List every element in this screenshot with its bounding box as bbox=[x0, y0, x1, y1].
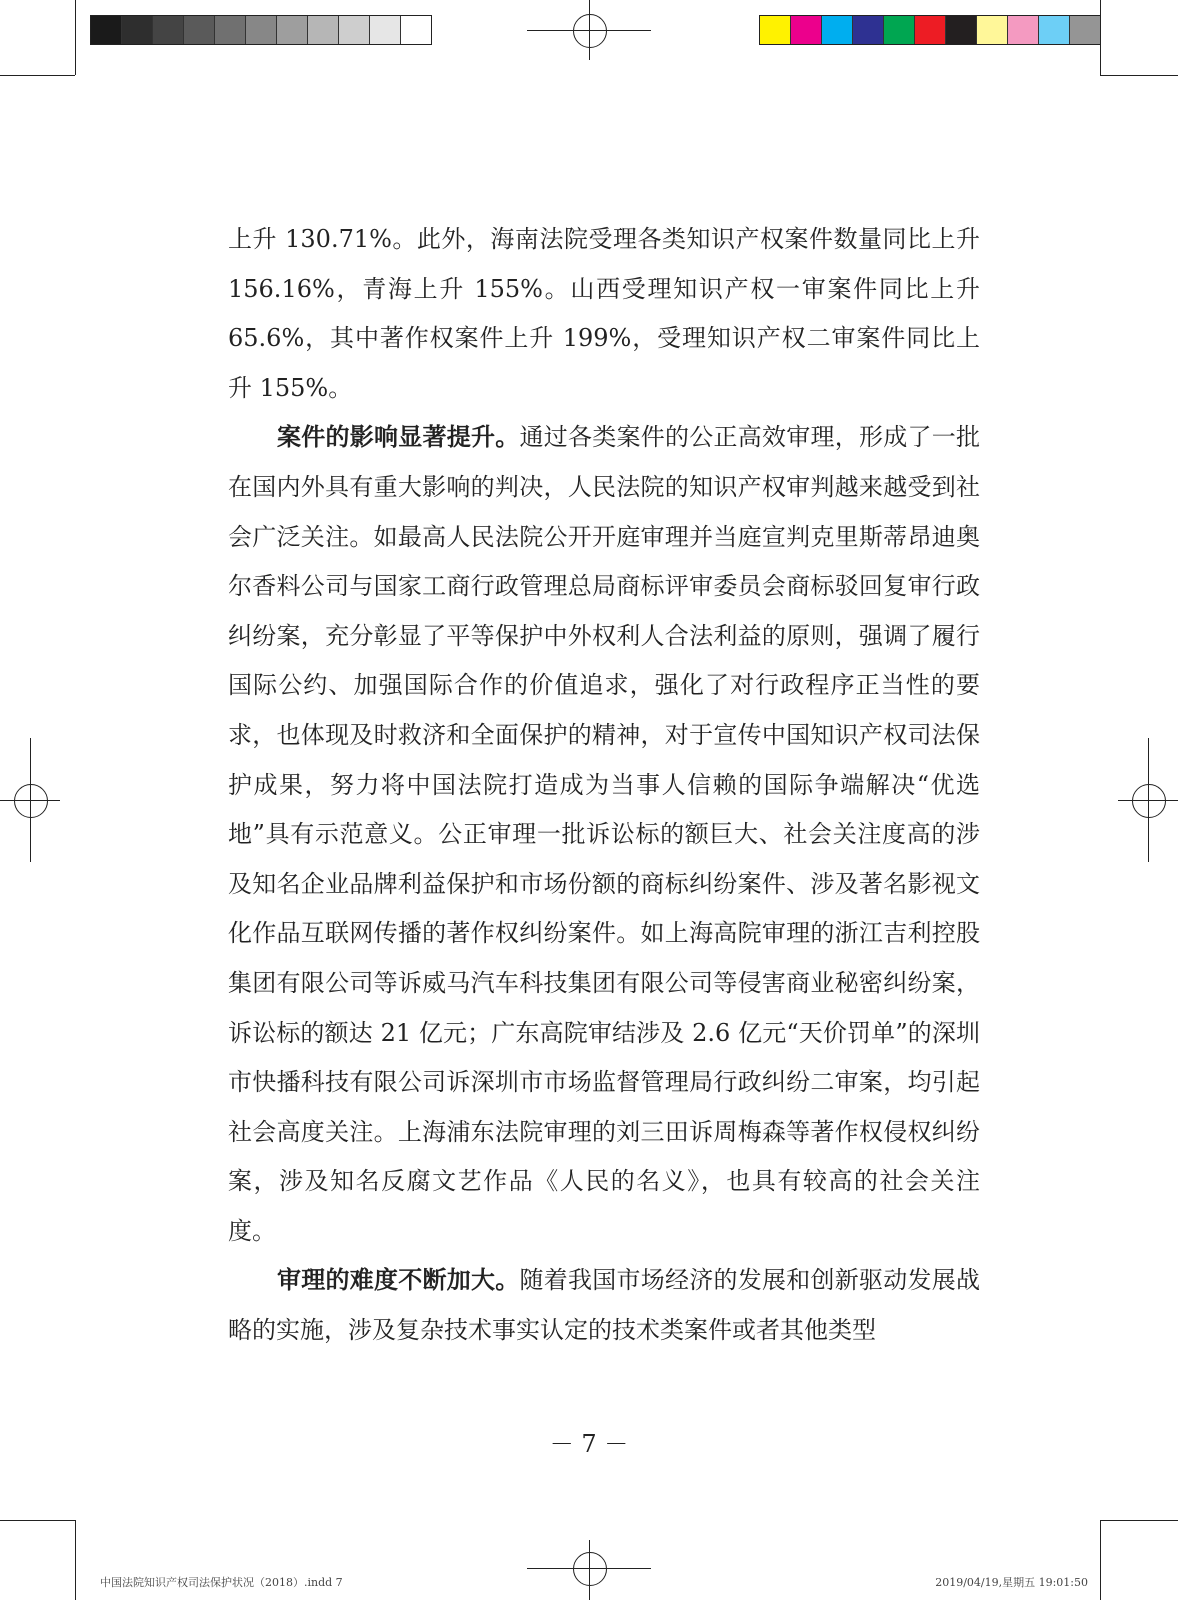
registration-mark-top bbox=[527, 0, 651, 60]
crop-mark-tl-v bbox=[75, 0, 76, 75]
paragraph-3-text: 随着我国市场经济的发展和创新驱动发展战略的实施，涉及复杂技术事实认定的技术类案件或者其他类型 bbox=[228, 1266, 980, 1345]
gray-swatch bbox=[91, 16, 122, 44]
crop-mark-bl-v bbox=[75, 1520, 76, 1600]
paragraph-2 bbox=[228, 413, 980, 1256]
registration-mark-bottom bbox=[527, 1540, 651, 1600]
color-swatch bbox=[915, 16, 946, 44]
page-body bbox=[228, 215, 980, 1356]
paragraph-2-text: 通过各类案件的公正高效审理，形成了一批在国内外具有重大影响的判决，人民法院的知识产权审判越来越受到社会广泛关注。如最高人民法院公开开庭审理并当庭宣判克里斯蒂昂迪奥尔香料公司与国家工商行政管理总局商标评审委员会商标驳回复审行政纠纷案，充分彰显了平等保护中外权利人合法利益的原则，强调了履行国际公约、加强国际合作的价值追求，强化了对行政程序正当性的要求，也体现及时救济和全面保护的精神，对于宣传中国知识产权司法保护成果，努力将中国法院打造成为当事人信赖的国际争端解决“优选地”具有示范意义。公正审理一批诉讼标的额巨大、社会关注度高的涉及知名企业品牌利益保护和市场份额的商标纠纷案件、涉及著名影视文化作品互联网传播的著作权纠纷案件。如上海高院审理的浙江吉利控股集团有限公司等诉威马汽车科技集团有限公司等侵害商业秘密纠纷案，诉讼标的额达 21 亿元；广东高院审结涉及 2.6 亿元“天价罚单”的深圳市快播科技有限公司诉深圳市市场监督管理局行政纠纷二审案，均引起社会高度关注。上海浦东法院审理的刘三田诉周梅森等著作权侵权纠纷案，涉及知名反腐文艺作品《人民的名义》，也具有较高的社会关注度。 bbox=[228, 423, 980, 1245]
crop-mark-tr-h bbox=[1100, 75, 1178, 76]
crop-mark-tl-h bbox=[0, 75, 75, 76]
paragraph-3 bbox=[228, 1256, 980, 1355]
paragraph-3-lead: 审理的难度不断加大。 bbox=[277, 1266, 520, 1295]
registration-mark-right bbox=[1118, 738, 1178, 862]
color-swatch bbox=[853, 16, 884, 44]
footer-file-name: 中国法院知识产权司法保护状况（2018）.indd 7 bbox=[100, 1576, 343, 1589]
color-swatch bbox=[822, 16, 853, 44]
color-swatch bbox=[884, 16, 915, 44]
page-number: － 7 － bbox=[549, 1430, 629, 1458]
color-swatch bbox=[1039, 16, 1070, 44]
gray-swatch bbox=[370, 16, 401, 44]
gray-swatch bbox=[339, 16, 370, 44]
registration-mark-left bbox=[0, 738, 60, 862]
crop-mark-bl-h bbox=[0, 1520, 75, 1521]
gray-swatch bbox=[215, 16, 246, 44]
color-swatch bbox=[977, 16, 1008, 44]
crop-mark-br-h bbox=[1100, 1520, 1178, 1521]
color-calibration-bar bbox=[759, 15, 1101, 45]
gray-swatch bbox=[153, 16, 184, 44]
footer-timestamp: 2019/04/19,星期五 19:01:50 bbox=[935, 1576, 1088, 1589]
gray-calibration-bar bbox=[90, 15, 432, 45]
crop-mark-br-v bbox=[1100, 1520, 1101, 1600]
gray-swatch bbox=[401, 16, 431, 44]
gray-swatch bbox=[246, 16, 277, 44]
gray-swatch bbox=[184, 16, 215, 44]
paragraph-1: 上升 130.71%。此外，海南法院受理各类知识产权案件数量同比上升 156.16%，青海上升 155%。山西受理知识产权一审案件同比上升 65.6%，其中著作权案件上升 199%，受理知识产权二审案件同比上升 155%。 bbox=[228, 225, 980, 402]
color-swatch bbox=[1070, 16, 1100, 44]
color-swatch bbox=[946, 16, 977, 44]
gray-swatch bbox=[277, 16, 308, 44]
color-swatch bbox=[760, 16, 791, 44]
gray-swatch bbox=[308, 16, 339, 44]
gray-swatch bbox=[122, 16, 153, 44]
paragraph-2-lead: 案件的影响显著提升。 bbox=[277, 423, 520, 452]
color-swatch bbox=[1008, 16, 1039, 44]
color-swatch bbox=[791, 16, 822, 44]
